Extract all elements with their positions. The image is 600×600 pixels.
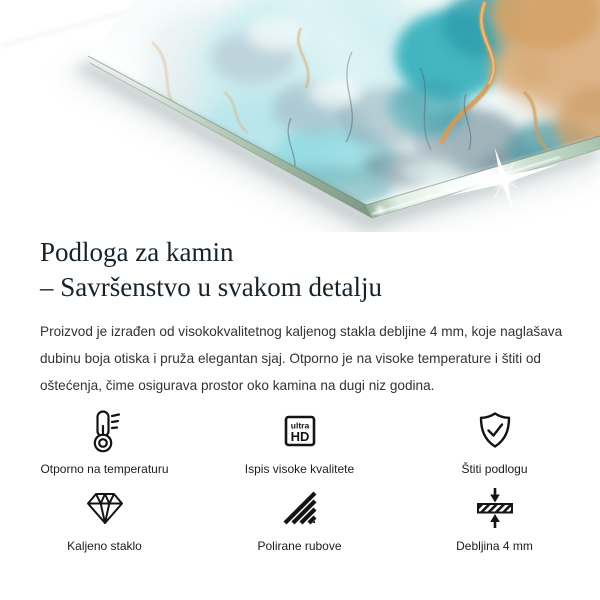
feature-temperature [7,407,202,476]
feature-print-quality [202,407,397,476]
product-info-section [0,232,600,553]
feature-tempered-glass [7,484,202,553]
ultra-hd-badge-bottom: HD [290,429,309,444]
product-description: Proizvod je izrađen od visokokvalitetnog kaljenog stakla debljine 4 mm, koje naglašava dubinu boja otiska i pruža elegantan sjaj. Otporno je na visoke temperature i štiti od oštećenja, čime osigurava prostor oko kamina na dugi niz godina. [40,324,563,393]
title-line-1: Podloga za kamin [40,237,234,267]
ultra-hd-icon [276,407,324,455]
feature-thickness [397,484,592,553]
feature-label: Kaljeno staklo [67,539,142,553]
feature-label: Otporno na temperaturu [40,462,169,476]
shield-check-icon [471,407,519,455]
page-title [40,232,560,305]
thickness-icon [471,484,519,532]
feature-label: Štiti podlogu [461,462,528,476]
feature-protection [397,407,592,476]
glass-panel-image [0,0,600,232]
feature-polished-edges [202,484,397,553]
product-image [0,0,600,232]
diamond-icon [81,484,129,532]
feature-label: Debljina 4 mm [456,539,533,553]
feature-label: Polirane rubove [257,539,342,553]
ultra-hd-badge-top: ultra [290,420,309,431]
features-grid [7,407,593,553]
feature-label: Ispis visoke kvalitete [244,462,355,476]
thermometer-icon [81,407,129,455]
polished-edges-icon [276,484,324,532]
title-line-2: – Savršenstvo u svakom detalju [40,272,382,302]
